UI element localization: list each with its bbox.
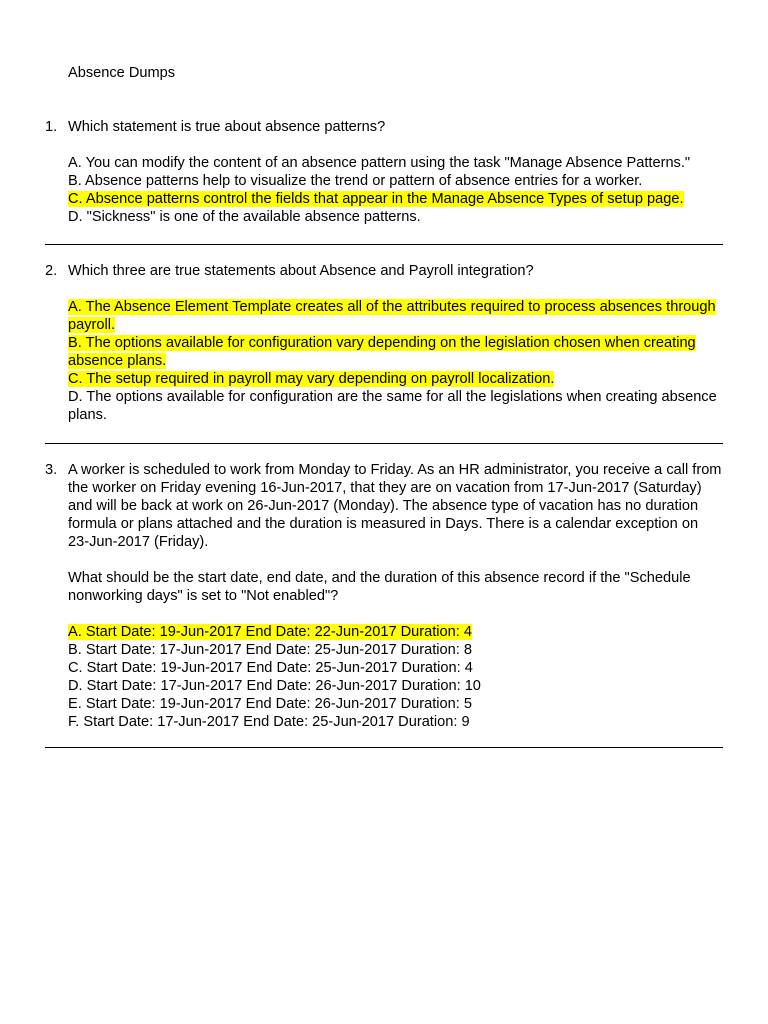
section-divider <box>45 244 723 245</box>
section-divider <box>45 443 723 444</box>
answer-option-c <box>68 370 723 388</box>
answer-option-e: E. Start Date: 19-Jun-2017 End Date: 26-Jun-2017 Duration: 5 <box>68 696 473 712</box>
question-text: Which statement is true about absence patterns? <box>68 119 386 135</box>
answer-option-a: A. You can modify the content of an absence pattern using the task "Manage Absence Patterns." <box>68 155 691 171</box>
answer-option-f: F. Start Date: 17-Jun-2017 End Date: 25-Jun-2017 Duration: 9 <box>68 714 470 730</box>
answer-option-b <box>68 334 723 370</box>
answer-option-d: D. "Sickness" is one of the available absence patterns. <box>68 209 421 225</box>
document-title: Absence Dumps <box>68 65 176 81</box>
answer-option-b: B. Start Date: 17-Jun-2017 End Date: 25-Jun-2017 Duration: 8 <box>68 642 473 658</box>
question-number: 3. <box>45 462 58 478</box>
answer-option-a <box>68 623 723 641</box>
question-number: 1. <box>45 119 58 135</box>
highlighted-answer: A. Start Date: 19-Jun-2017 End Date: 22-Jun-2017 Duration: 4 <box>68 624 473 640</box>
highlighted-answer: C. Absence patterns control the fields that appear in the Manage Absence Types of setup page. <box>68 191 684 207</box>
answer-option-a <box>68 298 723 334</box>
answer-option-b: B. Absence patterns help to visualize the trend or pattern of absence entries for a worker. <box>68 173 643 189</box>
section-divider <box>45 747 723 748</box>
question-number: 2. <box>45 263 58 279</box>
answer-option-d: D. The options available for configuration are the same for all the legislations when creating absence plans. <box>68 389 717 423</box>
answer-option-c: C. Start Date: 19-Jun-2017 End Date: 25-Jun-2017 Duration: 4 <box>68 660 473 676</box>
answer-options <box>68 623 723 731</box>
question-2 <box>45 262 723 424</box>
answer-options <box>68 298 723 424</box>
question-text: A worker is scheduled to work from Monday to Friday. As an HR administrator, you receive a call from the worker on Friday evening 16-Jun-2017, that they are on vacation from 17-Jun-2017 (Saturday) and will be back at work on 26-Jun-2017 (Monday). The absence type of vacation has no duration formula or plans attached and the duration is measured in Days. There is a calendar exception on 23-Jun-2017 (Friday). <box>68 462 722 550</box>
highlighted-answer: B. The options available for configuration vary depending on the legislation chosen when creating absence plans. <box>68 335 696 369</box>
question-3 <box>45 461 723 731</box>
highlighted-answer: C. The setup required in payroll may vary depending on payroll localization. <box>68 371 555 387</box>
highlighted-answer: A. The Absence Element Template creates all of the attributes required to process absences through payroll. <box>68 299 716 333</box>
answer-options <box>68 154 723 226</box>
answer-option-c <box>68 190 723 208</box>
question-1 <box>45 118 723 226</box>
question-text: Which three are true statements about Absence and Payroll integration? <box>68 263 534 279</box>
answer-option-d: D. Start Date: 17-Jun-2017 End Date: 26-Jun-2017 Duration: 10 <box>68 678 481 694</box>
question-followup-text: What should be the start date, end date, and the duration of this absence record if the "Schedule nonworking days" is set to "Not enabled"? <box>68 570 691 604</box>
